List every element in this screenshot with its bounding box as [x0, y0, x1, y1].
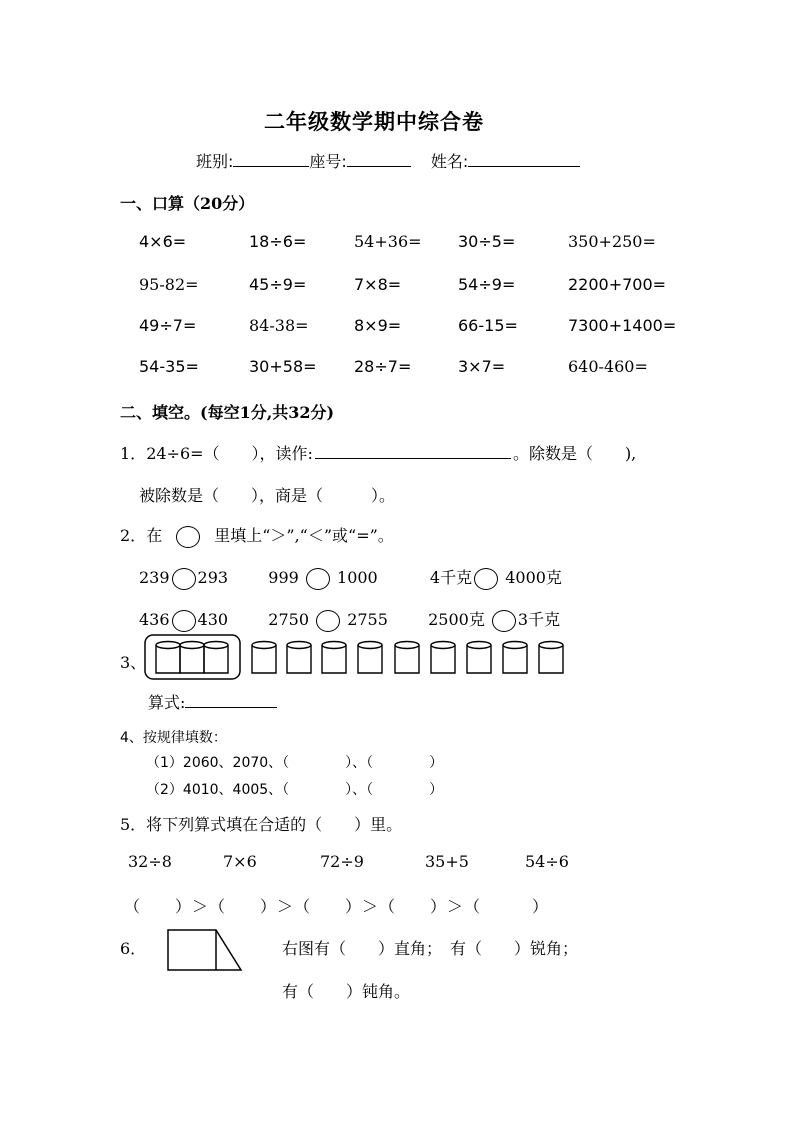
q5-expression: 72÷9: [320, 852, 364, 871]
q2-number: 2．: [120, 526, 147, 545]
section1-heading: 一、口算（20分）: [120, 194, 255, 213]
compare-circle[interactable]: [172, 568, 196, 590]
compare-left: 999: [268, 568, 299, 587]
cans-illustration: [140, 632, 580, 684]
q4-heading: 4、按规律填数：: [120, 730, 227, 746]
formula-blank[interactable]: [185, 691, 277, 708]
name-label: 姓名:: [430, 152, 469, 171]
compare-circle[interactable]: [172, 610, 196, 632]
q1-part-a: 24÷6=（ ），读作:: [146, 444, 313, 463]
oral-calc-item: 95-82=: [139, 275, 199, 294]
oral-calc-item: 18÷6=: [249, 232, 307, 251]
can-icon: [539, 642, 563, 674]
compare-right: 1000: [337, 568, 378, 587]
section2-heading: 二、填空。(每空1分,共32分): [120, 403, 335, 422]
oral-calc-item: 45÷9=: [249, 275, 307, 294]
q1-number: 1．: [120, 444, 147, 463]
q2-row2: [139, 607, 560, 632]
q4-line2: （2）4010、4005、（ ）、（ ）: [146, 782, 444, 798]
compare-circle[interactable]: [316, 610, 340, 632]
q2-line: [120, 523, 394, 548]
formula-label: 算式:: [148, 693, 186, 712]
oral-calc-item: 640-460=: [568, 357, 648, 376]
can-icon: [395, 642, 419, 674]
q2-text-b: 里填上“＞”,“＜”或“=”。: [214, 526, 394, 545]
q1-reading-blank[interactable]: [315, 442, 511, 459]
compare-right: 293: [197, 568, 229, 587]
oral-calc-item: 54+36=: [354, 232, 422, 251]
q5-expression: 32÷8: [128, 852, 172, 871]
oral-calc-item: 28÷7=: [354, 357, 412, 376]
trapezoid-figure: [166, 928, 246, 974]
oral-calc-item: 30÷5=: [458, 232, 516, 251]
oral-calc-item: 30+58=: [249, 357, 317, 376]
oral-calc-item: 2200+700=: [568, 275, 667, 294]
name-blank[interactable]: [468, 150, 580, 167]
q6-line2: 有（ ）钝角。: [282, 982, 411, 1001]
q5-heading: 5．将下列算式填在合适的（ ）里。: [120, 815, 403, 834]
can-icon: [503, 642, 527, 674]
student-info-line: [196, 149, 580, 172]
q1-line1: [120, 441, 636, 464]
oral-calc-item: 3×7=: [458, 357, 506, 376]
compare-right: 430: [197, 610, 229, 629]
compare-left: 2750: [268, 610, 309, 629]
can-icon: [156, 642, 180, 674]
can-icon: [322, 642, 346, 674]
seat-blank[interactable]: [347, 150, 411, 167]
q1-part-b: 。除数是（ ),: [512, 444, 637, 463]
can-icon: [180, 642, 204, 674]
oral-calc-item: 54÷9=: [458, 275, 516, 294]
oral-calc-item: 54-35=: [139, 357, 199, 376]
q5-expression: 7×6: [223, 852, 257, 871]
compare-left: 436: [139, 610, 170, 629]
q6-number: 6．: [120, 939, 147, 958]
compare-left: 2500克: [428, 610, 485, 629]
compare-right: 2755: [347, 610, 388, 629]
compare-circle[interactable]: [492, 610, 516, 632]
q5-order-line: （ ）＞（ ）＞（ ）＞（ ）＞（ ）: [124, 897, 550, 916]
oral-calc-item: 84-38=: [249, 316, 309, 335]
oral-calc-item: 66-15=: [458, 316, 518, 335]
can-icon: [358, 642, 382, 674]
seat-label: 座号:: [309, 152, 347, 171]
oral-calc-item: 49÷7=: [139, 316, 197, 335]
can-icon: [287, 642, 311, 674]
can-icon: [467, 642, 491, 674]
can-icon: [431, 642, 455, 674]
oral-calc-item: 350+250=: [568, 232, 656, 251]
figure-outline: [168, 930, 241, 970]
q2-row1: [139, 565, 562, 590]
q5-expression: 54÷6: [525, 852, 569, 871]
compare-circle[interactable]: [306, 568, 330, 590]
q4-line1: （1）2060、2070、（ ）、（ ）: [146, 755, 444, 771]
q6-line1: 右图有（ ）直角； 有（ ）锐角；: [282, 939, 579, 958]
q1-line2: 被除数是（ ），商是（ ）。: [139, 486, 396, 505]
oral-calc-item: 7300+1400=: [568, 316, 677, 335]
q2-text-a: 在: [146, 526, 163, 545]
comparison-circle-sample: [176, 526, 200, 548]
class-label: 班别:: [196, 152, 234, 171]
q5-expression: 35+5: [425, 852, 469, 871]
can-icon: [252, 642, 276, 674]
page-title: 二年级数学期中综合卷: [264, 109, 484, 134]
oral-calc-item: 4×6=: [139, 232, 187, 251]
compare-right: 4000克: [505, 568, 562, 587]
can-icon: [204, 642, 228, 674]
compare-circle[interactable]: [474, 568, 498, 590]
oral-calc-item: 7×8=: [354, 275, 402, 294]
compare-left: 4千克: [429, 568, 473, 587]
class-blank[interactable]: [233, 150, 309, 167]
compare-right: 3千克: [517, 610, 561, 629]
compare-left: 239: [139, 568, 170, 587]
oral-calc-item: 8×9=: [354, 316, 402, 335]
q3-number: 3、: [120, 653, 147, 672]
q3-formula: [148, 690, 277, 713]
